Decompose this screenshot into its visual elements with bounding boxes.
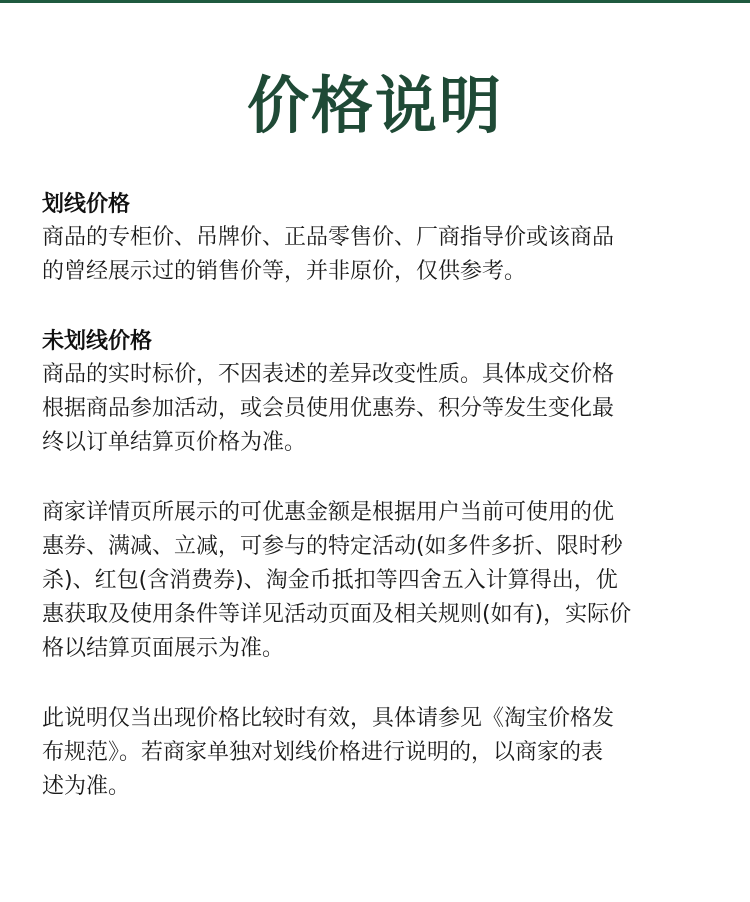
text-line: 此说明仅当出现价格比较时有效，具体请参见《淘宝价格发 bbox=[42, 706, 615, 731]
section-body bbox=[42, 221, 712, 289]
section-body bbox=[42, 702, 712, 804]
section-strikethrough-price bbox=[42, 188, 712, 289]
text-line: 的曾经展示过的销售价等，并非原价，仅供参考。 bbox=[42, 259, 527, 284]
text-line: 惠券、满减、立减，可参与的特定活动(如多件多折、限时秒 bbox=[42, 534, 623, 559]
section-validity-note bbox=[42, 702, 712, 804]
top-divider bbox=[0, 0, 750, 3]
text-line: 商品的实时标价，不因表述的差异改变性质。具体成交价格 bbox=[42, 362, 615, 387]
section-heading: 未划线价格 bbox=[42, 329, 153, 354]
section-body bbox=[42, 496, 712, 666]
section-non-strikethrough-price bbox=[42, 325, 712, 460]
text-line: 布规范》。若商家单独对划线价格进行说明的，以商家的表 bbox=[42, 740, 604, 765]
price-notes bbox=[42, 188, 712, 840]
text-line: 商品的专柜价、吊牌价、正品零售价、厂商指导价或该商品 bbox=[42, 225, 615, 250]
page-title: 价格说明 bbox=[246, 69, 503, 142]
text-line: 格以结算页面展示为准。 bbox=[42, 636, 285, 661]
text-line: 根据商品参加活动，或会员使用优惠券、积分等发生变化最 bbox=[42, 396, 615, 421]
text-line: 述为准。 bbox=[42, 774, 131, 799]
section-heading: 划线价格 bbox=[42, 192, 131, 217]
text-line: 商家详情页所展示的可优惠金额是根据用户当前可使用的优 bbox=[42, 500, 615, 525]
text-line: 惠获取及使用条件等详见活动页面及相关规则(如有)，实际价 bbox=[42, 602, 632, 627]
section-body bbox=[42, 358, 712, 460]
text-line: 终以订单结算页价格为准。 bbox=[42, 430, 307, 455]
section-discount-amount bbox=[42, 496, 712, 666]
text-line: 杀)、红包(含消费券)、淘金币抵扣等四舍五入计算得出，优 bbox=[42, 568, 618, 593]
